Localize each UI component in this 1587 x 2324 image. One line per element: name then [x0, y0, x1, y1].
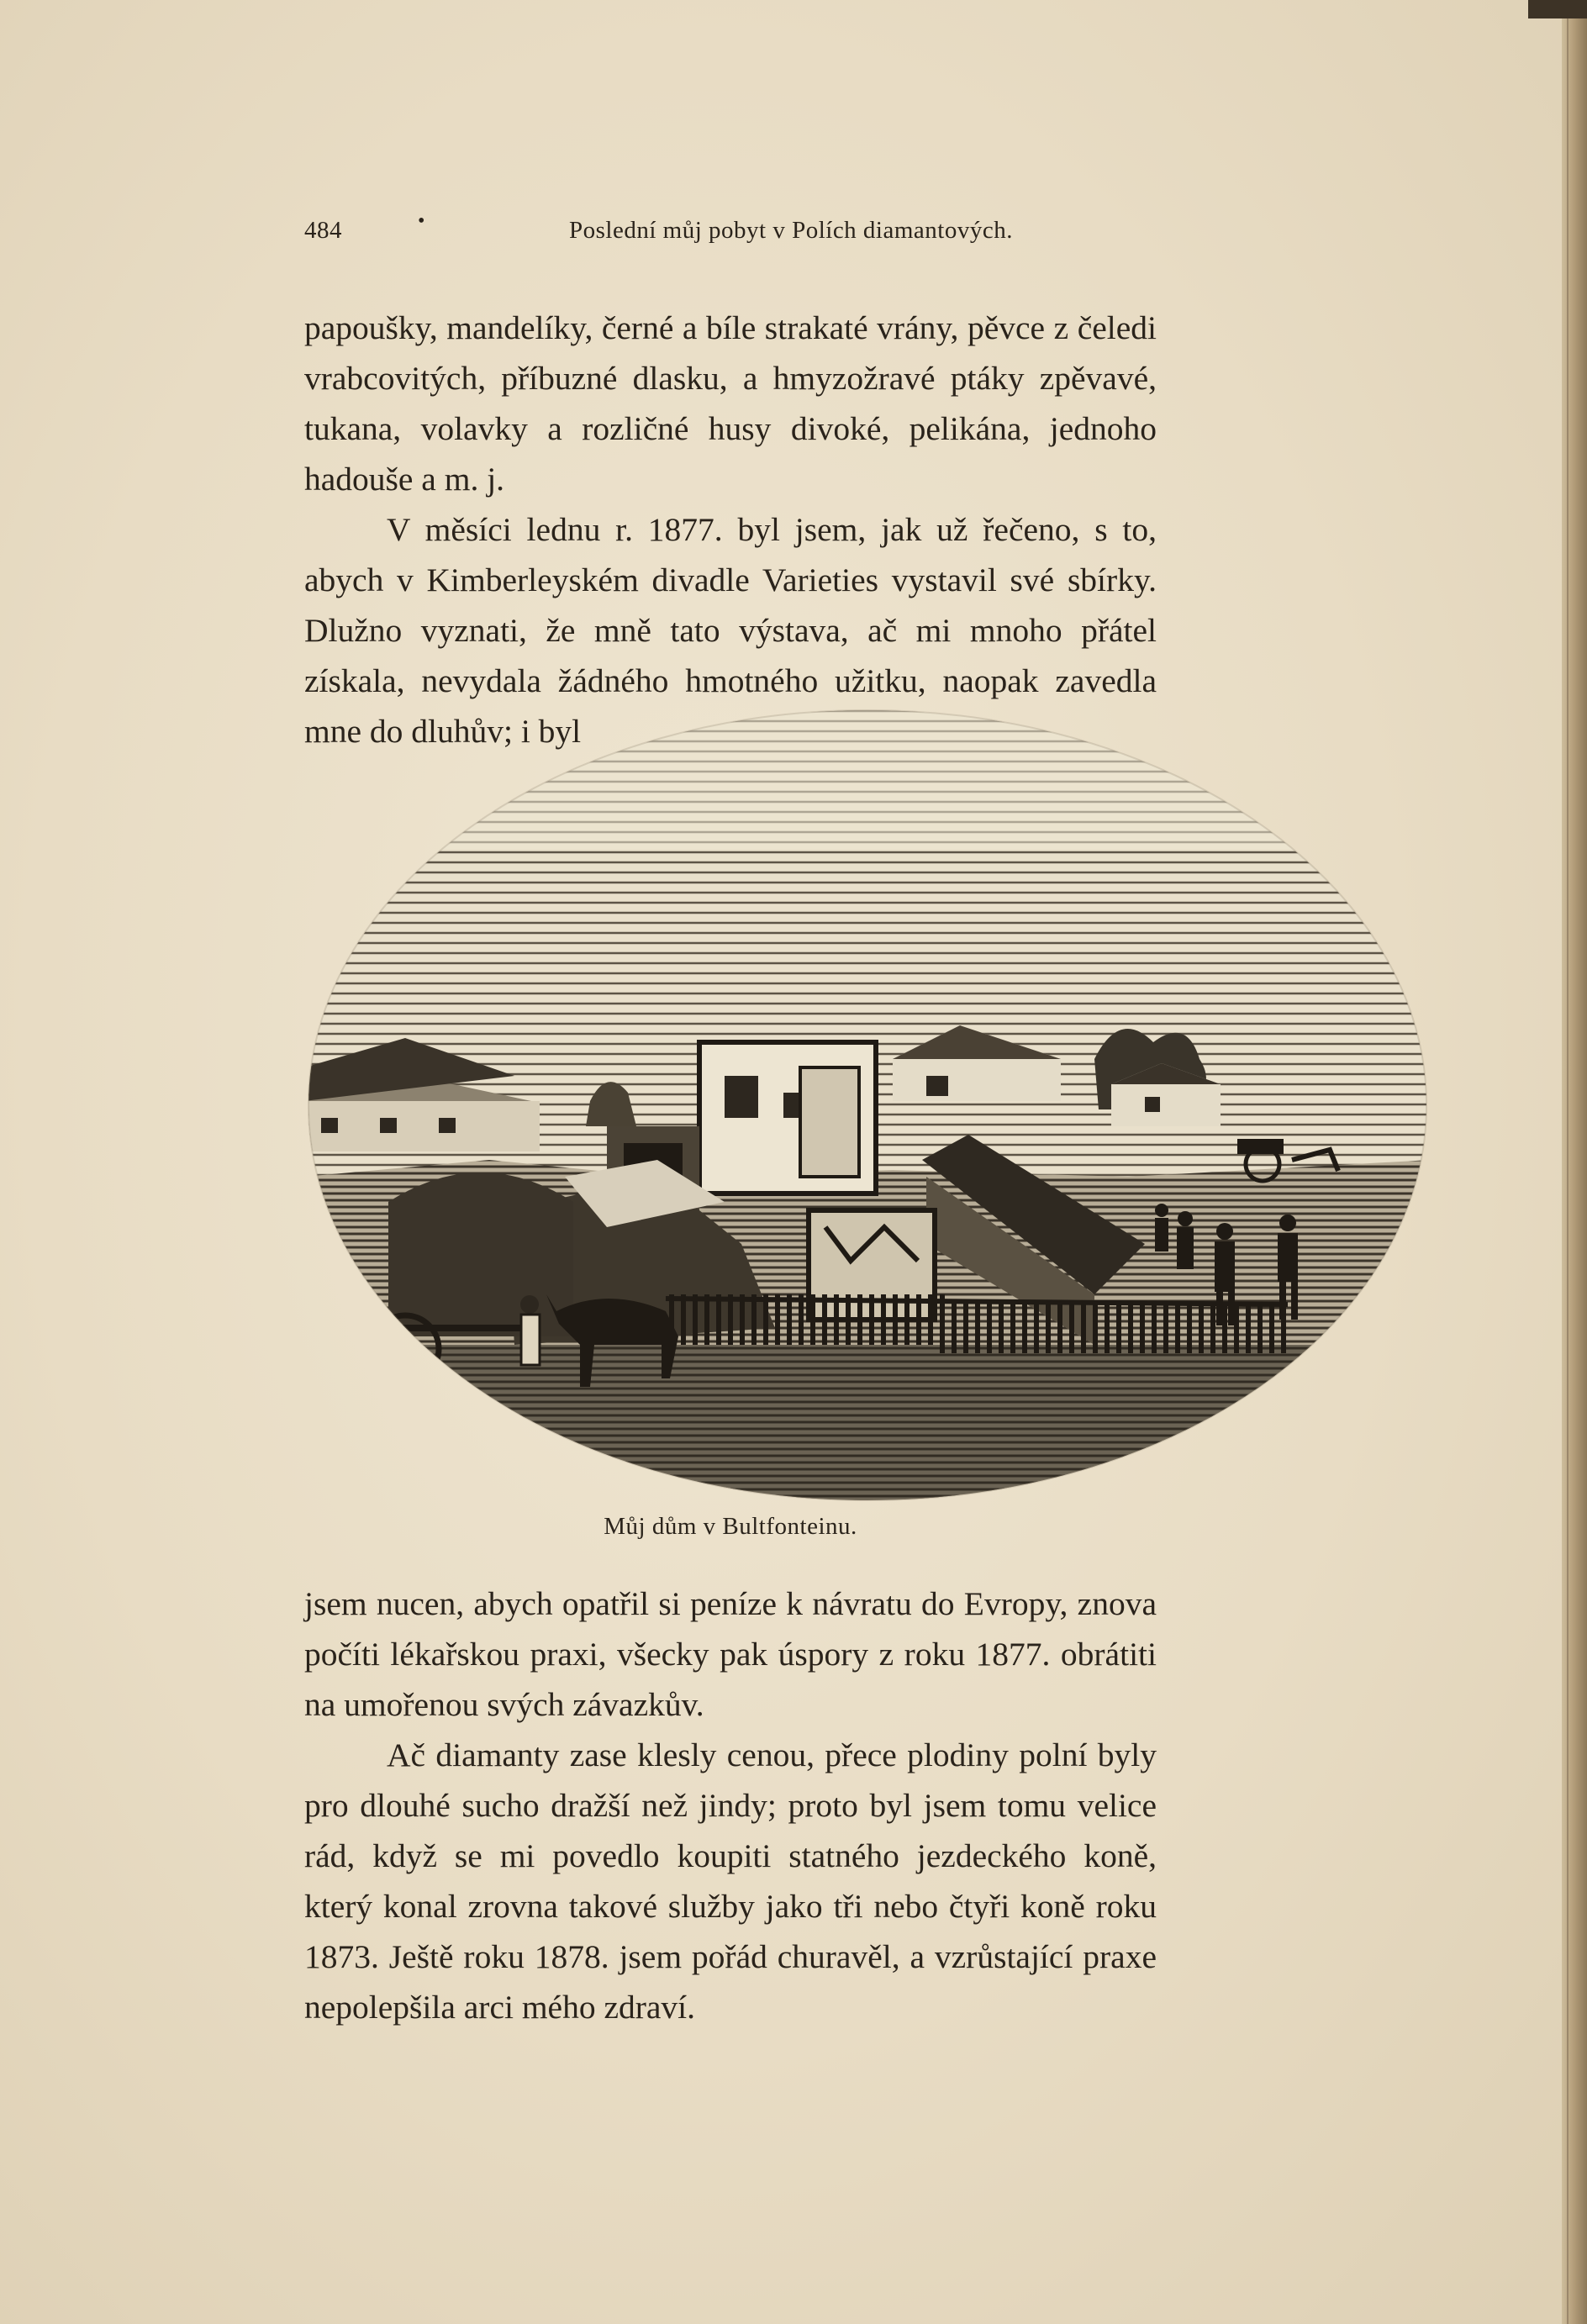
running-head: [304, 210, 1157, 259]
page-edge: [1562, 0, 1587, 2324]
engraving-illustration: [304, 706, 1431, 1505]
head-mark: •: [418, 210, 425, 232]
paragraph: papoušky, mandelíky, černé a bíle strakaté vrány, pěvce z čeledi vrabcovitých, příbuzné dlasku, a hmyzožravé ptáky zpěvavé, tukana, volavky a rozličné husy divoké, pelikána, jednoho hadouše a m. j.: [304, 309, 1157, 498]
page-corner-shadow: [1528, 0, 1587, 18]
page-number: 484: [304, 217, 342, 244]
paragraph: V měsíci lednu r. 1877. byl jsem, jak už řečeno, s to, abych v Kimberleyském divadle Varieties vystavil své sbírky. Dlužno vyznati, že mně tato výstava, ač mi mnoho přátel získala, nevydala žádného hmotného užitku, naopak zavedla mne do dluhův; i byl: [304, 511, 1157, 750]
paragraph: jsem nucen, abych opatřil si peníze k návratu do Evropy, znova počíti lékařskou praxi, všecky pak úspory z roku 1877. obrátiti na umořenou svých závazkův.: [304, 1585, 1157, 1723]
body-text-top: [304, 303, 1157, 756]
body-text-bottom: [304, 1578, 1157, 2032]
running-title: Poslední můj pobyt v Polích diamantových.: [569, 217, 1013, 244]
illustration-caption: Můj dům v Bultfonteinu.: [604, 1513, 857, 1540]
paragraph: Ač diamanty zase klesly cenou, přece plodiny polní byly pro dlouhé sucho dražší než jindy; proto byl jsem tomu velice rád, když se mi povedlo koupiti statného jezdeckého koně, který konal zrovna takové služby jako tři nebo čtyři koně roku 1873. Ještě roku 1878. jsem pořád churavěl, a vzrůstající praxe nepolepšila arci mého zdraví.: [304, 1736, 1157, 2026]
